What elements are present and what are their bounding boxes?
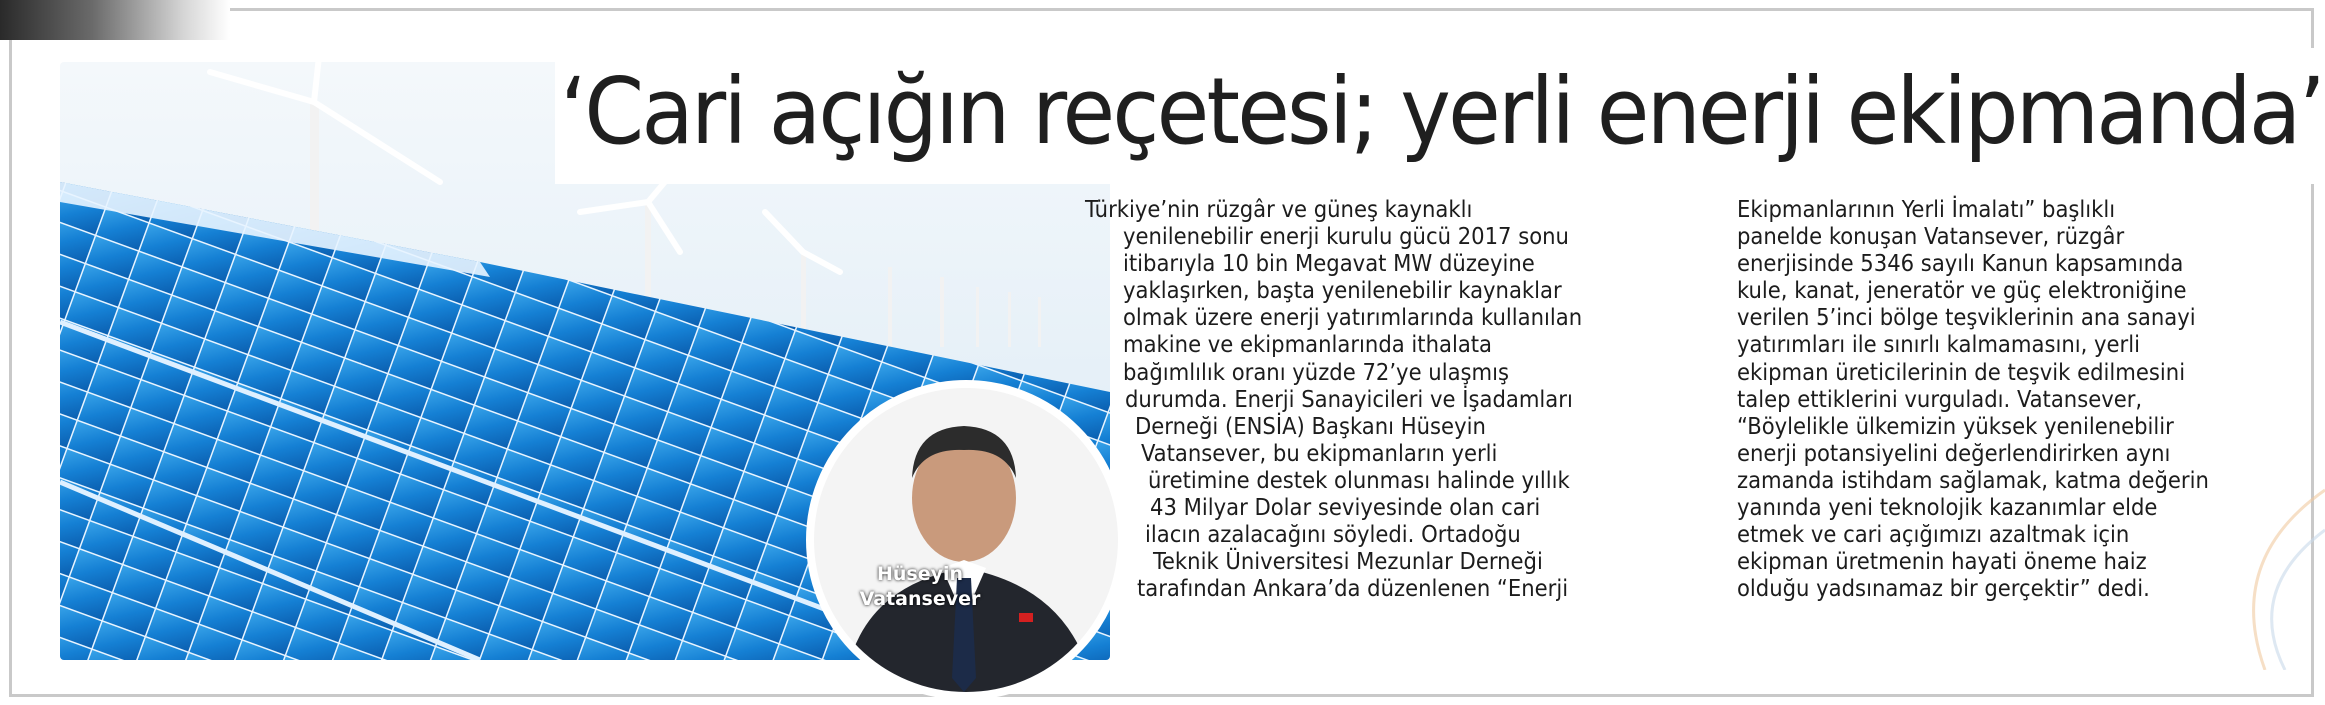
text-line: Teknik Üniversitesi Mezunlar Derneği (1153, 547, 1543, 576)
text-line: enerjisinde 5346 sayılı Kanun kapsamında (1737, 249, 2184, 278)
text-line: itibarıyla 10 bin Megavat MW düzeyine (1123, 249, 1535, 278)
text-line: “Böylelikle ülkemizin yüksek yenilenebilir (1737, 411, 2174, 440)
article-column-2 (1737, 196, 2209, 602)
text-line: ilacın azalacağını söyledi. Ortadoğu (1145, 520, 1521, 549)
text-line: enerji potansiyelini değerlendirirken aynı (1737, 438, 2171, 467)
caption-line-2: Vatansever (859, 588, 981, 610)
text-line: panelde konuşan Vatansever, rüzgâr (1737, 222, 2125, 251)
text-line: talep ettiklerini vurguladı. Vatansever, (1737, 384, 2143, 413)
text-line: Türkiye’nin rüzgâr ve güneş kaynaklı (1085, 195, 1473, 223)
text-line: Vatansever, bu ekipmanların yerli (1141, 438, 1498, 467)
text-line: olmak üzere enerji yatırımlarında kullanılan (1123, 303, 1583, 332)
decorative-swoosh (2205, 470, 2325, 670)
text-line: yenilenebilir enerji kurulu gücü 2017 sonu (1123, 222, 1569, 251)
article-headline: ‘Cari açığın reçetesi; yerli enerji ekipmanda’ (560, 58, 2323, 165)
text-line: üretimine destek olunması halinde yıllık (1148, 465, 1570, 494)
text-line: 43 Milyar Dolar seviyesinde olan cari (1150, 493, 1541, 522)
text-line: ekipman üretmenin hayati öneme haiz (1737, 547, 2147, 576)
article-column-1 (1085, 196, 1582, 602)
text-line: ekipman üreticilerinin de teşvik edilmesini (1737, 357, 2186, 386)
text-line: yaklaşırken, başta yenilenebilir kaynaklar (1123, 276, 1562, 305)
text-line: tarafından Ankara’da düzenlenen “Enerji (1137, 574, 1569, 603)
text-line: yatırımları ile sınırlı kalmamasını, yerli (1737, 330, 2140, 359)
text-line: olduğu yadsınamaz bir gerçektir” dedi. (1737, 574, 2150, 603)
text-line: zamanda istihdam sağlamak, katma değerin (1737, 465, 2209, 494)
portrait-caption (850, 562, 990, 612)
text-line: etmek ve cari açığımızı azaltmak için (1737, 520, 2130, 549)
text-line: bağımlılık oranı yüzde 72’ye ulaşmış (1123, 357, 1510, 386)
text-line: verilen 5’inci bölge teşviklerinin ana sanayi (1737, 303, 2196, 332)
text-line: makine ve ekipmanlarında ithalata (1123, 330, 1493, 359)
text-line: Ekipmanlarının Yerli İmalatı” başlıklı (1737, 195, 2116, 223)
text-line: yanında yeni teknolojik kazanımlar elde (1737, 493, 2158, 522)
text-line: kule, kanat, jeneratör ve güç elektroniğine (1737, 276, 2187, 305)
corner-gradient-bar (0, 0, 230, 40)
caption-line-1: Hüseyin (876, 563, 964, 585)
person-portrait-illustration (814, 388, 1118, 692)
text-line: durumda. Enerji Sanayicileri ve İşadamları (1125, 384, 1573, 413)
author-portrait (806, 380, 1126, 700)
text-line: Derneği (ENSİA) Başkanı Hüseyin (1135, 411, 1486, 440)
